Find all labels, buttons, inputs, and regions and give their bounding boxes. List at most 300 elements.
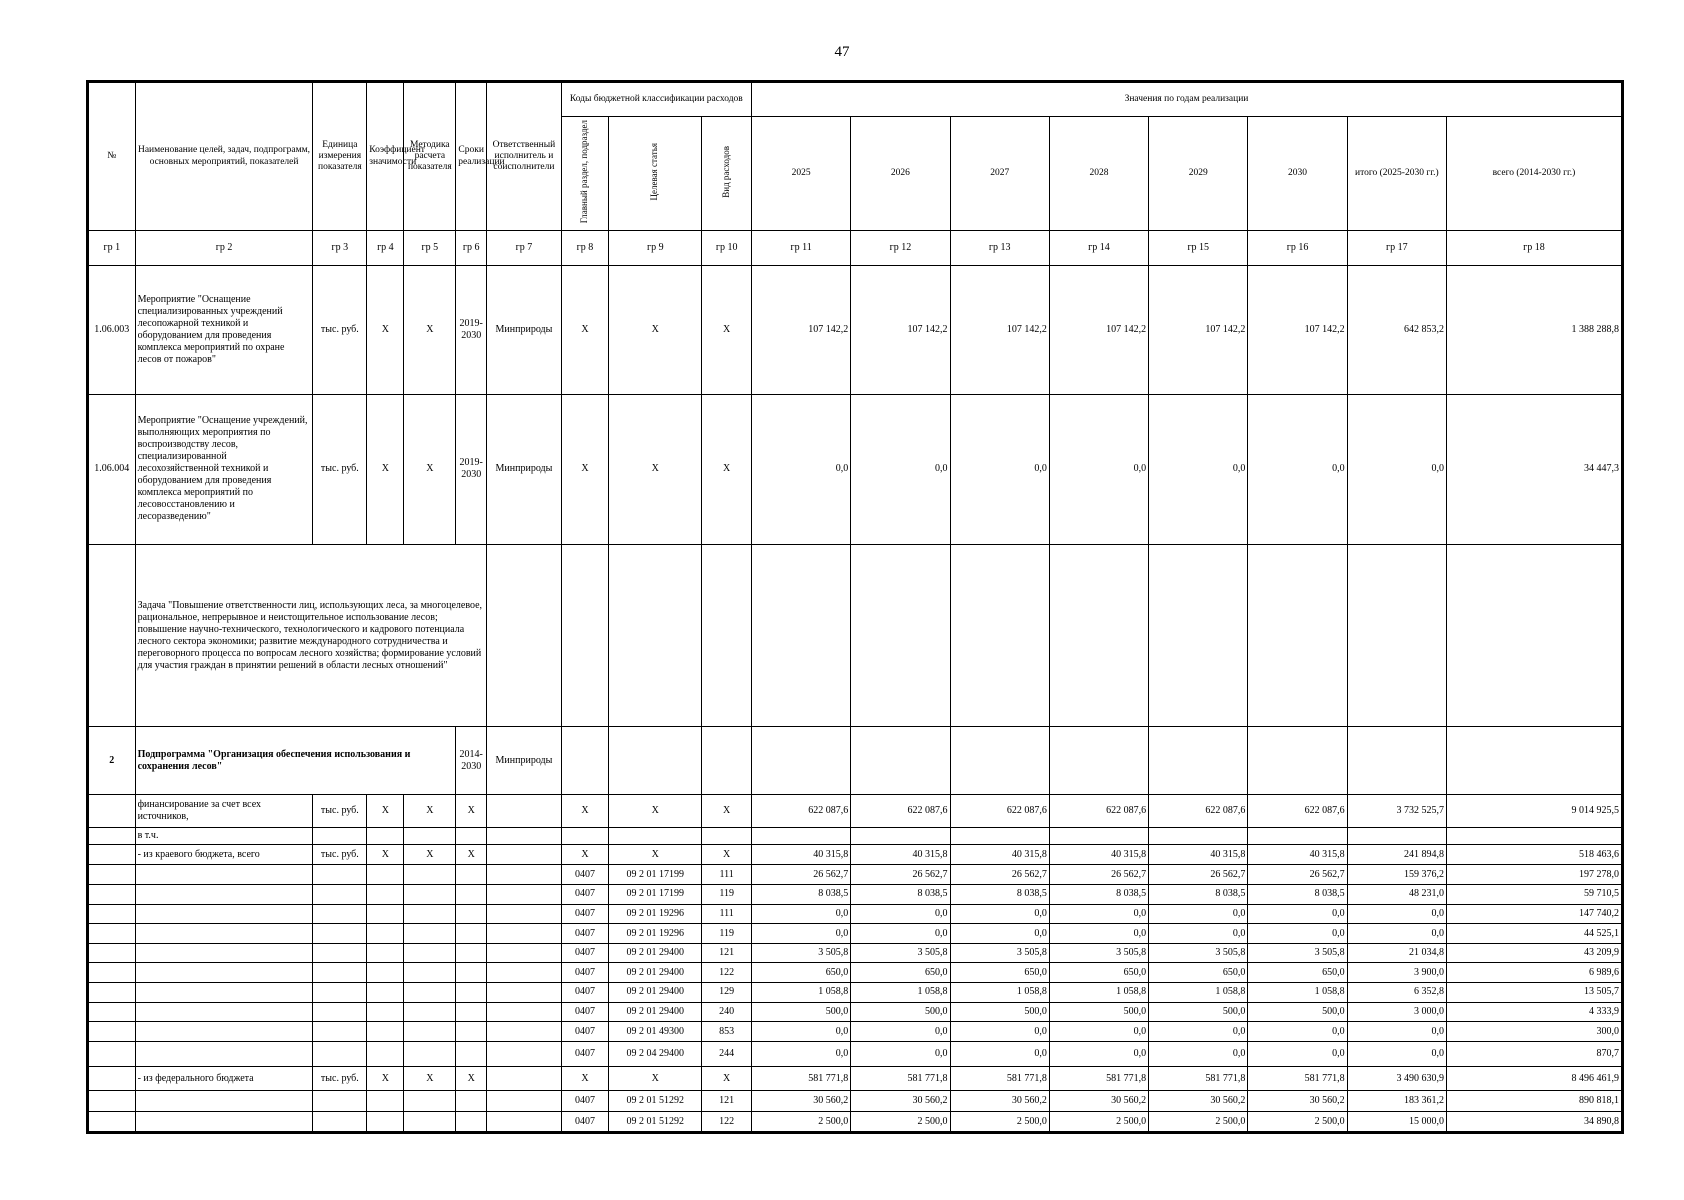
line-total: 0,0 xyxy=(1347,904,1446,924)
line-year-value: 0,0 xyxy=(950,904,1049,924)
header-values-group: Значения по годам реализации xyxy=(751,82,1622,117)
line-target-code: 09 2 01 29400 xyxy=(609,943,702,963)
empty-cell xyxy=(404,963,456,983)
header-codes-group: Коды бюджетной классификации расходов xyxy=(561,82,751,117)
row-responsible: Минприроды xyxy=(487,266,561,394)
line-year-value: 30 560,2 xyxy=(1049,1091,1148,1112)
empty-cell xyxy=(404,943,456,963)
line-year-value: 0,0 xyxy=(1149,924,1248,944)
summary-method: Х xyxy=(404,795,456,828)
empty-cell xyxy=(487,1091,561,1112)
empty-cell xyxy=(751,545,850,727)
group-number: гр 3 xyxy=(313,231,367,266)
empty-cell xyxy=(135,1002,313,1022)
line-kind-code: 111 xyxy=(702,865,752,885)
line-year-value: 8 038,5 xyxy=(851,885,950,905)
header-name: Наименование целей, задач, подпрограмм, основных мероприятий, показателей xyxy=(135,82,313,231)
line-year-value: 30 560,2 xyxy=(1149,1091,1248,1112)
row-name: Мероприятие "Оснащение учреждений, выполняющих мероприятия по воспроизводству лесов, специализированной лесохозяйственной техникой и оборудованием для проведения комплекса мероприятий по лесовосстановлению и лесоразведению" xyxy=(135,394,313,545)
header-year: 2025 xyxy=(751,117,850,231)
line-section-code: 0407 xyxy=(561,1022,609,1042)
summary-total: 241 894,8 xyxy=(1347,844,1446,865)
line-year-value: 1 058,8 xyxy=(1248,983,1347,1003)
row-grand-total: 34 447,3 xyxy=(1446,394,1622,545)
line-year-value: 0,0 xyxy=(950,1041,1049,1066)
empty-cell xyxy=(487,943,561,963)
task-text: Задача "Повышение ответственности лиц, использующих леса, за многоцелевое, рациональное, непрерывное и неистощительное использование лесов; повышение научно-технического, технологического и кадрового потенциала лесного сектора экономики; развитие международного сотрудничества и переговорного процесса по вопросам лесного хозяйства; формирование условий для участия граждан в принятии решений в области лесных отношений" xyxy=(135,545,487,727)
empty-cell xyxy=(88,943,136,963)
empty-cell xyxy=(404,1112,456,1133)
line-year-value: 30 560,2 xyxy=(751,1091,850,1112)
empty-cell xyxy=(367,885,404,905)
line-year-value: 0,0 xyxy=(851,1041,950,1066)
line-year-value: 3 505,8 xyxy=(1149,943,1248,963)
empty-cell xyxy=(487,1112,561,1133)
header-grand-total: всего (2014-2030 гг.) xyxy=(1446,117,1622,231)
empty-cell xyxy=(1049,545,1148,727)
row-responsible: Минприроды xyxy=(487,394,561,545)
line-kind-code: 129 xyxy=(702,983,752,1003)
summary-term: Х xyxy=(456,795,487,828)
empty-cell xyxy=(950,545,1049,727)
line-target-code: 09 2 01 49300 xyxy=(609,1022,702,1042)
empty-cell xyxy=(135,1091,313,1112)
line-year-value: 0,0 xyxy=(751,1041,850,1066)
line-year-value: 30 560,2 xyxy=(1248,1091,1347,1112)
line-total: 3 000,0 xyxy=(1347,1002,1446,1022)
summary-method: Х xyxy=(404,1066,456,1091)
including-label: в т.ч. xyxy=(135,828,313,845)
including-row xyxy=(88,828,1623,845)
budget-line-row xyxy=(88,983,1623,1003)
summary-coef: Х xyxy=(367,1066,404,1091)
page-number: 47 xyxy=(834,44,850,60)
summary-total: 3 490 630,9 xyxy=(1347,1066,1446,1091)
empty-cell xyxy=(1446,828,1622,845)
header-total: итого (2025-2030 гг.) xyxy=(1347,117,1446,231)
row-section-code: Х xyxy=(561,394,609,545)
line-section-code: 0407 xyxy=(561,1091,609,1112)
line-year-value: 0,0 xyxy=(1149,1041,1248,1066)
line-year-value: 0,0 xyxy=(751,924,850,944)
empty-cell xyxy=(135,904,313,924)
line-year-value: 2 500,0 xyxy=(1049,1112,1148,1133)
task-row xyxy=(88,545,1623,727)
line-section-code: 0407 xyxy=(561,885,609,905)
summary-kind-code: Х xyxy=(702,795,752,828)
empty-cell xyxy=(313,1091,367,1112)
empty-cell xyxy=(950,727,1049,795)
empty-cell xyxy=(851,828,950,845)
empty-cell xyxy=(135,924,313,944)
summary-row xyxy=(88,795,1623,828)
empty-cell xyxy=(367,924,404,944)
empty-cell xyxy=(456,1041,487,1066)
summary-unit: тыс. руб. xyxy=(313,795,367,828)
subprogram-responsible: Минприроды xyxy=(487,727,561,795)
empty-cell xyxy=(367,828,404,845)
empty-cell xyxy=(313,865,367,885)
empty-cell xyxy=(367,904,404,924)
group-number: гр 2 xyxy=(135,231,313,266)
summary-year-value: 40 315,8 xyxy=(1049,844,1148,865)
header-term: Сроки реализации xyxy=(456,82,487,231)
line-section-code: 0407 xyxy=(561,904,609,924)
line-year-value: 500,0 xyxy=(1049,1002,1148,1022)
line-kind-code: 119 xyxy=(702,885,752,905)
row-kind-code: Х xyxy=(702,266,752,394)
summary-kind-code: Х xyxy=(702,844,752,865)
empty-cell xyxy=(88,1112,136,1133)
empty-cell xyxy=(487,1041,561,1066)
empty-cell xyxy=(88,1002,136,1022)
summary-name: - из федерального бюджета xyxy=(135,1066,313,1091)
empty-cell xyxy=(456,1091,487,1112)
empty-cell xyxy=(487,904,561,924)
line-year-value: 3 505,8 xyxy=(751,943,850,963)
summary-name: финансирование за счет всех источников, xyxy=(135,795,313,828)
row-year-value: 107 142,2 xyxy=(1049,266,1148,394)
line-grand-total: 890 818,1 xyxy=(1446,1091,1622,1112)
group-number: гр 15 xyxy=(1149,231,1248,266)
line-total: 0,0 xyxy=(1347,924,1446,944)
empty-cell xyxy=(88,885,136,905)
empty-cell xyxy=(456,885,487,905)
header-year: 2026 xyxy=(851,117,950,231)
row-year-value: 0,0 xyxy=(851,394,950,545)
budget-line-row xyxy=(88,865,1623,885)
line-section-code: 0407 xyxy=(561,865,609,885)
empty-cell xyxy=(313,828,367,845)
empty-cell xyxy=(404,1091,456,1112)
empty-cell xyxy=(1049,727,1148,795)
line-year-value: 30 560,2 xyxy=(851,1091,950,1112)
empty-cell xyxy=(367,1041,404,1066)
line-year-value: 500,0 xyxy=(751,1002,850,1022)
summary-unit: тыс. руб. xyxy=(313,844,367,865)
line-year-value: 500,0 xyxy=(851,1002,950,1022)
budget-line-row xyxy=(88,904,1623,924)
line-section-code: 0407 xyxy=(561,963,609,983)
header-year: 2028 xyxy=(1049,117,1148,231)
empty-cell xyxy=(404,1041,456,1066)
measure-row xyxy=(88,266,1623,394)
line-kind-code: 122 xyxy=(702,1112,752,1133)
line-kind-code: 121 xyxy=(702,943,752,963)
empty-cell xyxy=(487,924,561,944)
empty-cell xyxy=(456,943,487,963)
line-grand-total: 147 740,2 xyxy=(1446,904,1622,924)
row-year-value: 0,0 xyxy=(1049,394,1148,545)
empty-cell xyxy=(367,865,404,885)
line-target-code: 09 2 04 29400 xyxy=(609,1041,702,1066)
line-year-value: 0,0 xyxy=(1248,1022,1347,1042)
line-grand-total: 44 525,1 xyxy=(1446,924,1622,944)
empty-cell xyxy=(313,1112,367,1133)
empty-cell xyxy=(456,865,487,885)
row-term: 2019-2030 xyxy=(456,266,487,394)
empty-cell xyxy=(367,1091,404,1112)
empty-cell xyxy=(487,885,561,905)
budget-line-row xyxy=(88,1041,1623,1066)
line-year-value: 2 500,0 xyxy=(751,1112,850,1133)
summary-term: Х xyxy=(456,1066,487,1091)
header-target: Целевая статья xyxy=(649,142,660,201)
line-year-value: 1 058,8 xyxy=(950,983,1049,1003)
line-year-value: 0,0 xyxy=(950,924,1049,944)
empty-cell xyxy=(487,983,561,1003)
line-total: 0,0 xyxy=(1347,1041,1446,1066)
empty-cell xyxy=(135,983,313,1003)
line-year-value: 3 505,8 xyxy=(851,943,950,963)
line-year-value: 2 500,0 xyxy=(851,1112,950,1133)
empty-cell xyxy=(367,1112,404,1133)
empty-cell xyxy=(456,963,487,983)
summary-year-value: 581 771,8 xyxy=(1049,1066,1148,1091)
empty-cell xyxy=(313,904,367,924)
group-number: гр 12 xyxy=(851,231,950,266)
line-year-value: 8 038,5 xyxy=(1149,885,1248,905)
header-year: 2029 xyxy=(1149,117,1248,231)
empty-cell xyxy=(367,983,404,1003)
line-year-value: 0,0 xyxy=(950,1022,1049,1042)
group-number: гр 18 xyxy=(1446,231,1622,266)
line-year-value: 0,0 xyxy=(1049,1022,1148,1042)
budget-line-row xyxy=(88,943,1623,963)
line-year-value: 26 562,7 xyxy=(950,865,1049,885)
summary-target-code: Х xyxy=(609,1066,702,1091)
line-section-code: 0407 xyxy=(561,983,609,1003)
line-year-value: 8 038,5 xyxy=(950,885,1049,905)
empty-cell xyxy=(609,828,702,845)
summary-row xyxy=(88,844,1623,865)
empty-cell xyxy=(456,1022,487,1042)
group-number: гр 8 xyxy=(561,231,609,266)
summary-target-code: Х xyxy=(609,795,702,828)
empty-cell xyxy=(487,828,561,845)
row-method: Х xyxy=(404,394,456,545)
summary-year-value: 581 771,8 xyxy=(1248,1066,1347,1091)
budget-line-row xyxy=(88,885,1623,905)
row-grand-total: 1 388 288,8 xyxy=(1446,266,1622,394)
empty-cell xyxy=(88,1091,136,1112)
group-number: гр 5 xyxy=(404,231,456,266)
line-grand-total: 43 209,9 xyxy=(1446,943,1622,963)
empty-cell xyxy=(404,865,456,885)
line-year-value: 650,0 xyxy=(1049,963,1148,983)
empty-cell xyxy=(1347,545,1446,727)
row-year-value: 0,0 xyxy=(1149,394,1248,545)
group-number: гр 10 xyxy=(702,231,752,266)
empty-cell xyxy=(851,545,950,727)
line-total: 6 352,8 xyxy=(1347,983,1446,1003)
line-grand-total: 6 989,6 xyxy=(1446,963,1622,983)
summary-coef: Х xyxy=(367,844,404,865)
row-kind-code: Х xyxy=(702,394,752,545)
empty-cell xyxy=(313,1022,367,1042)
header-year: 2030 xyxy=(1248,117,1347,231)
line-year-value: 8 038,5 xyxy=(751,885,850,905)
line-year-value: 0,0 xyxy=(1149,1022,1248,1042)
line-year-value: 26 562,7 xyxy=(1248,865,1347,885)
empty-cell xyxy=(135,1041,313,1066)
empty-cell xyxy=(1248,727,1347,795)
row-number: 1.06.003 xyxy=(88,266,136,394)
empty-cell xyxy=(1446,545,1622,727)
line-year-value: 0,0 xyxy=(1248,904,1347,924)
line-target-code: 09 2 01 17199 xyxy=(609,885,702,905)
empty-cell xyxy=(135,885,313,905)
header-coef: Коэффициент значимости xyxy=(367,82,404,231)
empty-cell xyxy=(609,545,702,727)
row-year-value: 107 142,2 xyxy=(851,266,950,394)
measure-row xyxy=(88,394,1623,545)
line-target-code: 09 2 01 19296 xyxy=(609,924,702,944)
subprogram-row xyxy=(88,727,1623,795)
empty-cell xyxy=(404,828,456,845)
empty-cell xyxy=(487,844,561,865)
row-name: Мероприятие "Оснащение специализированных учреждений лесопожарной техникой и оборудованием для проведения комплекса мероприятий по охране лесов от пожаров" xyxy=(135,266,313,394)
row-year-value: 107 142,2 xyxy=(950,266,1049,394)
empty-cell xyxy=(88,1041,136,1066)
row-total: 642 853,2 xyxy=(1347,266,1446,394)
group-number: гр 16 xyxy=(1248,231,1347,266)
line-year-value: 0,0 xyxy=(1149,904,1248,924)
summary-year-value: 581 771,8 xyxy=(950,1066,1049,1091)
row-unit: тыс. руб. xyxy=(313,394,367,545)
row-number: 1.06.004 xyxy=(88,394,136,545)
row-target-code: Х xyxy=(609,266,702,394)
row-year-value: 107 142,2 xyxy=(1149,266,1248,394)
line-grand-total: 870,7 xyxy=(1446,1041,1622,1066)
line-year-value: 3 505,8 xyxy=(1248,943,1347,963)
line-year-value: 8 038,5 xyxy=(1049,885,1148,905)
line-year-value: 26 562,7 xyxy=(751,865,850,885)
summary-total: 3 732 525,7 xyxy=(1347,795,1446,828)
empty-cell xyxy=(404,1022,456,1042)
empty-cell xyxy=(702,828,752,845)
empty-cell xyxy=(88,963,136,983)
empty-cell xyxy=(561,727,609,795)
header-unit: Единица измерения показателя xyxy=(313,82,367,231)
empty-cell xyxy=(135,1022,313,1042)
line-kind-code: 119 xyxy=(702,924,752,944)
row-section-code: Х xyxy=(561,266,609,394)
line-section-code: 0407 xyxy=(561,1041,609,1066)
summary-section-code: Х xyxy=(561,844,609,865)
empty-cell xyxy=(487,545,561,727)
empty-cell xyxy=(404,904,456,924)
line-year-value: 500,0 xyxy=(1248,1002,1347,1022)
line-year-value: 0,0 xyxy=(751,904,850,924)
empty-cell xyxy=(1248,545,1347,727)
header-method: Методика расчета показателя xyxy=(404,82,456,231)
summary-year-value: 622 087,6 xyxy=(751,795,850,828)
empty-cell xyxy=(135,963,313,983)
empty-cell xyxy=(313,943,367,963)
summary-year-value: 622 087,6 xyxy=(950,795,1049,828)
summary-year-value: 40 315,8 xyxy=(751,844,850,865)
line-total: 21 034,8 xyxy=(1347,943,1446,963)
summary-year-value: 581 771,8 xyxy=(751,1066,850,1091)
line-target-code: 09 2 01 29400 xyxy=(609,963,702,983)
empty-cell xyxy=(404,924,456,944)
row-year-value: 0,0 xyxy=(950,394,1049,545)
empty-cell xyxy=(135,865,313,885)
line-year-value: 26 562,7 xyxy=(851,865,950,885)
subprogram-number: 2 xyxy=(88,727,136,795)
empty-cell xyxy=(751,727,850,795)
empty-cell xyxy=(487,1066,561,1091)
budget-line-row xyxy=(88,1022,1623,1042)
row-unit: тыс. руб. xyxy=(313,266,367,394)
line-year-value: 30 560,2 xyxy=(950,1091,1049,1112)
group-number: гр 17 xyxy=(1347,231,1446,266)
line-total: 183 361,2 xyxy=(1347,1091,1446,1112)
line-section-code: 0407 xyxy=(561,1002,609,1022)
line-year-value: 0,0 xyxy=(1049,904,1148,924)
group-number: гр 11 xyxy=(751,231,850,266)
line-year-value: 0,0 xyxy=(1049,1041,1148,1066)
empty-cell xyxy=(88,844,136,865)
summary-unit: тыс. руб. xyxy=(313,1066,367,1091)
budget-line-row xyxy=(88,963,1623,983)
line-kind-code: 240 xyxy=(702,1002,752,1022)
row-year-value: 0,0 xyxy=(1248,394,1347,545)
empty-cell xyxy=(487,795,561,828)
header-num: № xyxy=(88,82,136,231)
empty-cell xyxy=(88,828,136,845)
row-year-value: 107 142,2 xyxy=(751,266,850,394)
line-target-code: 09 2 01 51292 xyxy=(609,1091,702,1112)
group-number: гр 14 xyxy=(1049,231,1148,266)
budget-line-row xyxy=(88,1091,1623,1112)
line-kind-code: 111 xyxy=(702,904,752,924)
empty-cell xyxy=(456,983,487,1003)
row-term: 2019-2030 xyxy=(456,394,487,545)
row-method: Х xyxy=(404,266,456,394)
empty-cell xyxy=(88,1066,136,1091)
line-year-value: 0,0 xyxy=(851,1022,950,1042)
empty-cell xyxy=(367,943,404,963)
summary-year-value: 622 087,6 xyxy=(851,795,950,828)
line-year-value: 500,0 xyxy=(950,1002,1049,1022)
empty-cell xyxy=(313,885,367,905)
budget-line-row xyxy=(88,924,1623,944)
empty-cell xyxy=(609,727,702,795)
row-year-value: 107 142,2 xyxy=(1248,266,1347,394)
summary-coef: Х xyxy=(367,795,404,828)
line-year-value: 26 562,7 xyxy=(1149,865,1248,885)
row-target-code: Х xyxy=(609,394,702,545)
line-year-value: 2 500,0 xyxy=(950,1112,1049,1133)
summary-section-code: Х xyxy=(561,1066,609,1091)
line-grand-total: 13 505,7 xyxy=(1446,983,1622,1003)
line-year-value: 650,0 xyxy=(1149,963,1248,983)
line-kind-code: 244 xyxy=(702,1041,752,1066)
empty-cell xyxy=(702,545,752,727)
subprogram-name: Подпрограмма "Организация обеспечения использования и сохранения лесов" xyxy=(135,727,456,795)
budget-table xyxy=(86,80,1624,1134)
empty-cell xyxy=(851,727,950,795)
empty-cell xyxy=(751,828,850,845)
line-grand-total: 300,0 xyxy=(1446,1022,1622,1042)
line-kind-code: 121 xyxy=(702,1091,752,1112)
line-section-code: 0407 xyxy=(561,943,609,963)
empty-cell xyxy=(702,727,752,795)
empty-cell xyxy=(456,924,487,944)
line-target-code: 09 2 01 51292 xyxy=(609,1112,702,1133)
